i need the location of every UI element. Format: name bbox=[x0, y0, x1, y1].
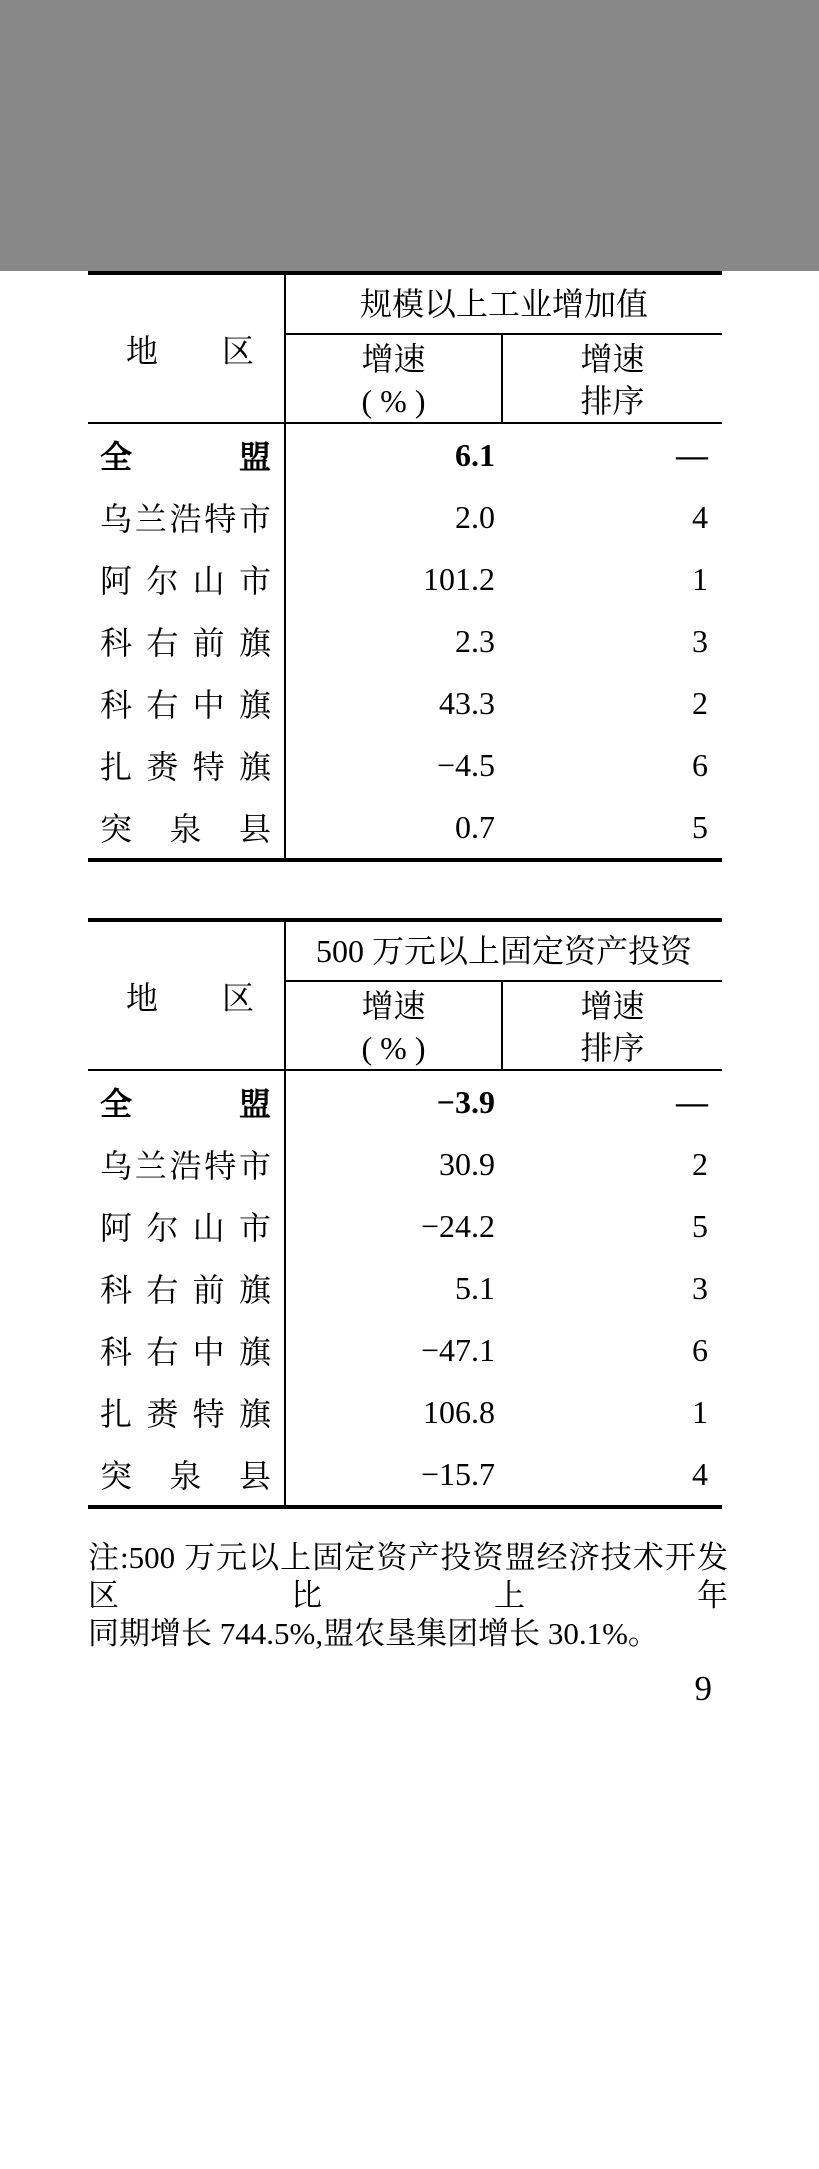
table-row bbox=[88, 1257, 722, 1319]
rank-value: 4 bbox=[692, 1456, 708, 1492]
rank-value: — bbox=[676, 1084, 708, 1120]
table-row bbox=[88, 548, 722, 610]
growth-subheader-line2: ( % ) bbox=[361, 383, 426, 419]
growth-subheader bbox=[286, 335, 503, 422]
table-row bbox=[88, 1443, 722, 1505]
rank-subheader-line2: 排序 bbox=[580, 1030, 645, 1066]
rank-subheader bbox=[503, 335, 722, 422]
region-name: 科右前旗 bbox=[100, 1272, 271, 1308]
region-name: 扎赉特旗 bbox=[100, 749, 271, 785]
growth-value: 106.8 bbox=[423, 1394, 495, 1430]
growth-value: −47.1 bbox=[420, 1332, 495, 1368]
growth-value: 5.1 bbox=[455, 1270, 495, 1306]
page-number: 9 bbox=[694, 1669, 712, 1708]
table-row bbox=[88, 1319, 722, 1381]
table-row bbox=[88, 1133, 722, 1195]
sub-header-row bbox=[286, 335, 722, 422]
rank-subheader-line2: 排序 bbox=[580, 383, 645, 419]
rank-value: 3 bbox=[692, 623, 708, 659]
growth-subheader-line1: 增速 bbox=[361, 341, 426, 377]
table-row bbox=[88, 1381, 722, 1443]
growth-value: −4.5 bbox=[436, 747, 495, 783]
group-header: 500 万元以上固定资产投资 bbox=[286, 922, 722, 982]
growth-value: 101.2 bbox=[423, 561, 495, 597]
region-name: 突泉县 bbox=[100, 811, 271, 847]
footnote bbox=[88, 1539, 728, 1653]
region-column-header-cell bbox=[88, 275, 286, 422]
table-row bbox=[88, 424, 722, 486]
sub-header-row bbox=[286, 982, 722, 1069]
growth-value: −3.9 bbox=[436, 1084, 495, 1120]
rank-subheader bbox=[503, 982, 722, 1069]
rank-value: 1 bbox=[692, 1394, 708, 1430]
table-row bbox=[88, 734, 722, 796]
footnote-line-2: 同期增长 744.5%,盟农垦集团增长 30.1%。 bbox=[88, 1616, 659, 1651]
region-name: 乌兰浩特市 bbox=[100, 1148, 271, 1184]
table-row bbox=[88, 610, 722, 672]
growth-subheader bbox=[286, 982, 503, 1069]
table-fixed-asset-investment bbox=[88, 918, 722, 1509]
growth-value: −15.7 bbox=[420, 1456, 495, 1492]
rank-value: 2 bbox=[692, 685, 708, 721]
rank-subheader-line1: 增速 bbox=[580, 341, 645, 377]
growth-value: 2.0 bbox=[455, 499, 495, 535]
growth-value: 0.7 bbox=[455, 809, 495, 845]
region-name: 扎赉特旗 bbox=[100, 1396, 271, 1432]
rank-value: — bbox=[676, 437, 708, 473]
growth-subheader-line1: 增速 bbox=[361, 988, 426, 1024]
footnote-line-1: 注:500 万元以上固定资产投资盟经济技术开发区比上年 bbox=[88, 1540, 728, 1613]
header-right-group bbox=[286, 275, 722, 422]
table-header bbox=[88, 922, 722, 1071]
table-row bbox=[88, 796, 722, 858]
table-row bbox=[88, 672, 722, 734]
rank-value: 5 bbox=[692, 809, 708, 845]
growth-value: 6.1 bbox=[455, 437, 495, 473]
growth-value: 30.9 bbox=[439, 1146, 495, 1182]
region-name: 全盟 bbox=[100, 1086, 271, 1122]
table-row bbox=[88, 1195, 722, 1257]
region-name: 阿尔山市 bbox=[100, 1210, 271, 1246]
rank-value: 3 bbox=[692, 1270, 708, 1306]
rank-value: 4 bbox=[692, 499, 708, 535]
table-header bbox=[88, 275, 722, 424]
region-column-header: 地区 bbox=[126, 332, 254, 369]
header-right-group bbox=[286, 922, 722, 1069]
document-page bbox=[0, 271, 819, 2169]
table-row bbox=[88, 1071, 722, 1133]
growth-value: −24.2 bbox=[420, 1208, 495, 1244]
growth-value: 43.3 bbox=[439, 685, 495, 721]
table-row bbox=[88, 486, 722, 548]
group-header: 规模以上工业增加值 bbox=[286, 275, 722, 335]
region-name: 科右中旗 bbox=[100, 1334, 271, 1370]
rank-value: 1 bbox=[692, 561, 708, 597]
region-name: 科右前旗 bbox=[100, 625, 271, 661]
growth-subheader-line2: ( % ) bbox=[361, 1030, 426, 1066]
rank-value: 6 bbox=[692, 1332, 708, 1368]
region-column-header-cell bbox=[88, 922, 286, 1069]
region-name: 全盟 bbox=[100, 439, 271, 475]
growth-value: 2.3 bbox=[455, 623, 495, 659]
region-name: 阿尔山市 bbox=[100, 563, 271, 599]
rank-value: 6 bbox=[692, 747, 708, 783]
rank-value: 2 bbox=[692, 1146, 708, 1182]
rank-subheader-line1: 增速 bbox=[580, 988, 645, 1024]
rank-value: 5 bbox=[692, 1208, 708, 1244]
region-name: 乌兰浩特市 bbox=[100, 501, 271, 537]
region-column-header: 地区 bbox=[126, 979, 254, 1016]
region-name: 科右中旗 bbox=[100, 687, 271, 723]
region-name: 突泉县 bbox=[100, 1458, 271, 1494]
table-industrial-added-value bbox=[88, 271, 722, 862]
